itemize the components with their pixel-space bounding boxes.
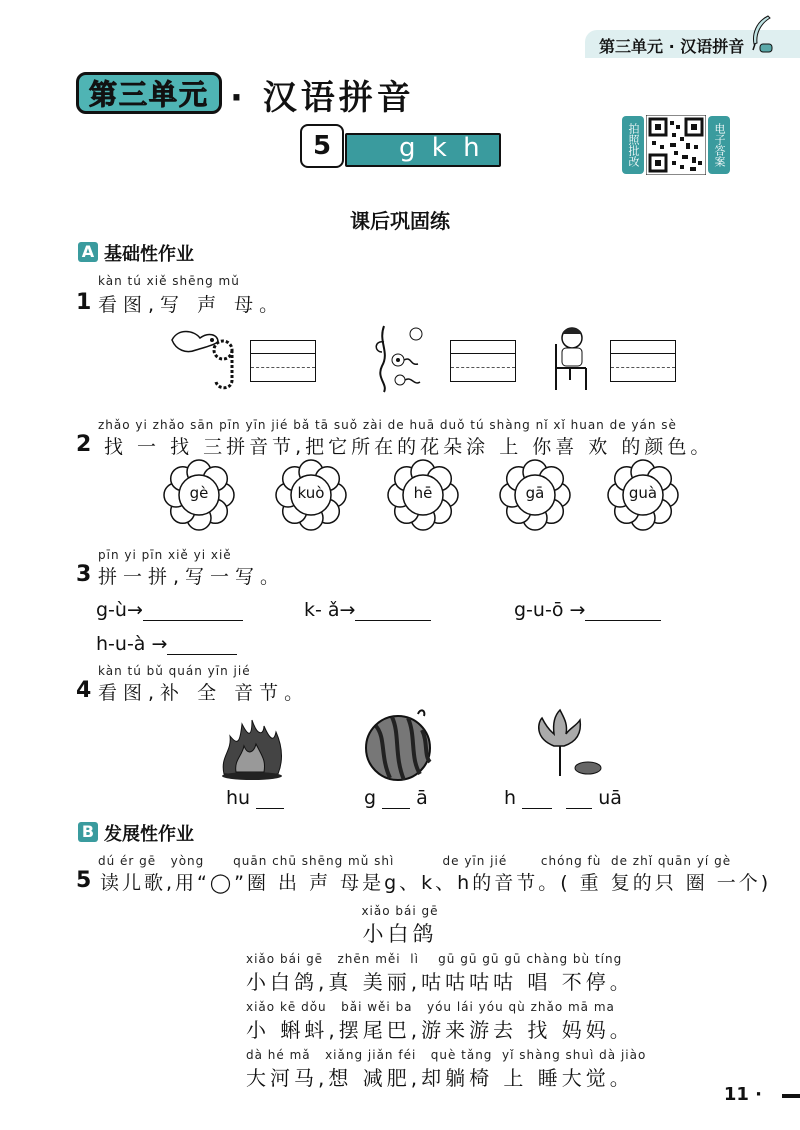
q3-answer-3[interactable] [585,598,661,621]
q3-answer-2[interactable] [355,598,431,621]
fire-illustration [218,716,286,780]
q4-answer-1[interactable] [256,786,284,809]
page-number-bar [782,1094,800,1098]
q3-answer-4[interactable] [167,632,237,655]
header-tab-label: 第三单元 · 汉语拼音 [599,37,745,56]
q3-item-1-label: g-ù→ [96,599,143,621]
q5-pinyin: dú ér gē yòng quān chū shēng mǔ shì de yīn jié chóng fù de zhǐ quān yí gè [98,854,732,868]
watermelon-illustration [362,708,436,782]
q3-item-4-label: h-u-à → [96,633,168,655]
poem-line-2-pinyin: xiǎo kē dǒu bǎi wěi ba yóu lái yóu qù zhǎo mā ma [246,1000,615,1014]
q1-number: 1 [76,290,92,315]
flower-3[interactable] [386,458,460,532]
pigeon-g-illustration [168,320,240,392]
q1-text: 看图,写 声 母。 [98,294,285,316]
q3-item-1 [96,598,243,621]
q4-item-3-tail: uā [598,787,622,809]
lesson-name: g k h [399,133,484,163]
poem-line-1-pinyin: xiǎo bái gē zhēn měi lì gū gū gū gū chàng bù tíng [246,952,623,966]
flower-1[interactable] [162,458,236,532]
q4-item-1 [226,786,284,809]
poem-line-2: 小 蝌蚪,摆尾巴,游来游去 找 妈妈。 [246,1018,634,1042]
qr-left-label: 拍照批改 [622,116,644,174]
q4-item-2-tail: ā [416,787,428,809]
poem-title: 小白鸽 [362,922,438,946]
q3-item-3-label: g-u-ō → [514,599,586,621]
q4-answer-3[interactable] [522,786,552,809]
flower-4-syllable: gā [525,484,545,502]
q1-write-box-1[interactable] [250,340,316,382]
lesson-number: 5 [300,124,344,168]
q1-write-box-2[interactable] [450,340,516,382]
poem-line-3-pinyin: dà hé mǎ xiǎng jiǎn féi què tǎng yǐ shàng shuì dà jiào [246,1048,647,1062]
flower-2[interactable] [274,458,348,532]
q4-item-3-label: h [504,787,517,809]
part-a-label: 基础性作业 [104,244,194,265]
tadpoles-k-illustration [370,322,432,394]
q1-pinyin: kàn tú xiě shēng mǔ [98,274,240,288]
q3-item-2 [304,598,431,621]
lotus-illustration [524,708,604,778]
unit-title: · 汉语拼音 [230,78,415,118]
flower-5-syllable: guà [628,484,658,502]
q3-text: 拼一拼,写一写。 [98,566,286,588]
quill-ink-icon [748,14,774,54]
q4-item-3 [504,786,622,809]
poem-line-3: 大河马,想 减肥,却躺椅 上 睡大觉。 [246,1066,634,1090]
q3-answer-1[interactable] [143,598,243,621]
q5-number: 5 [76,868,92,893]
q4-item-2-label: g [364,787,377,809]
unit-badge [76,72,222,114]
q4-answer-4[interactable] [566,786,592,809]
q4-item-1-label: hu [226,787,251,809]
poem-line-1: 小白鸽,真 美丽,咕咕咕咕 唱 不停。 [246,970,634,994]
lesson-name-bar [345,133,501,167]
q1-write-box-3[interactable] [610,340,676,382]
page-number: 11 · [723,1084,762,1105]
q3-number: 3 [76,562,92,587]
unit-badge-text: 第三单元 [89,78,210,111]
q5-text: 读儿歌,用“◯”圈 出 声 母是g、k、h的音节。( 重 复的只 圈 一个) [100,872,772,894]
flower-4[interactable] [498,458,572,532]
q3-item-4 [96,632,237,655]
q4-answer-2[interactable] [382,786,410,809]
flower-2-syllable: kuò [297,484,325,502]
girl-chair-h-illustration [548,324,600,392]
q2-text: 找 一 找 三拼音节,把它所在的花朵涂 上 你喜 欢 的颜色。 [104,436,714,458]
qr-code-icon[interactable] [646,115,706,175]
q2-pinyin: zhǎo yi zhǎo sān pīn yīn jié bǎ tā suǒ zài de huā duǒ tú shàng nǐ xǐ huan de yán sè [98,418,677,432]
q3-item-2-label: k- ǎ→ [304,599,356,621]
flower-3-syllable: hē [413,484,433,502]
part-b-label: 发展性作业 [104,824,194,845]
flower-5[interactable] [606,458,680,532]
section-title: 课后巩固练 [350,209,450,233]
part-b-badge: B [78,822,98,842]
poem-title-pinyin: xiǎo bái gē [361,904,439,918]
q4-pinyin: kàn tú bǔ quán yīn jié [98,664,251,678]
q4-item-2 [364,786,428,809]
qr-right-label: 电子答案 [708,116,730,174]
part-a-badge: A [78,242,98,262]
q3-pinyin: pīn yi pīn xiě yi xiě [98,548,232,562]
q2-number: 2 [76,432,92,457]
q3-item-3 [514,598,661,621]
flower-1-syllable: gè [189,484,209,502]
q4-number: 4 [76,678,92,703]
q4-text: 看图,补 全 音节。 [98,682,310,704]
